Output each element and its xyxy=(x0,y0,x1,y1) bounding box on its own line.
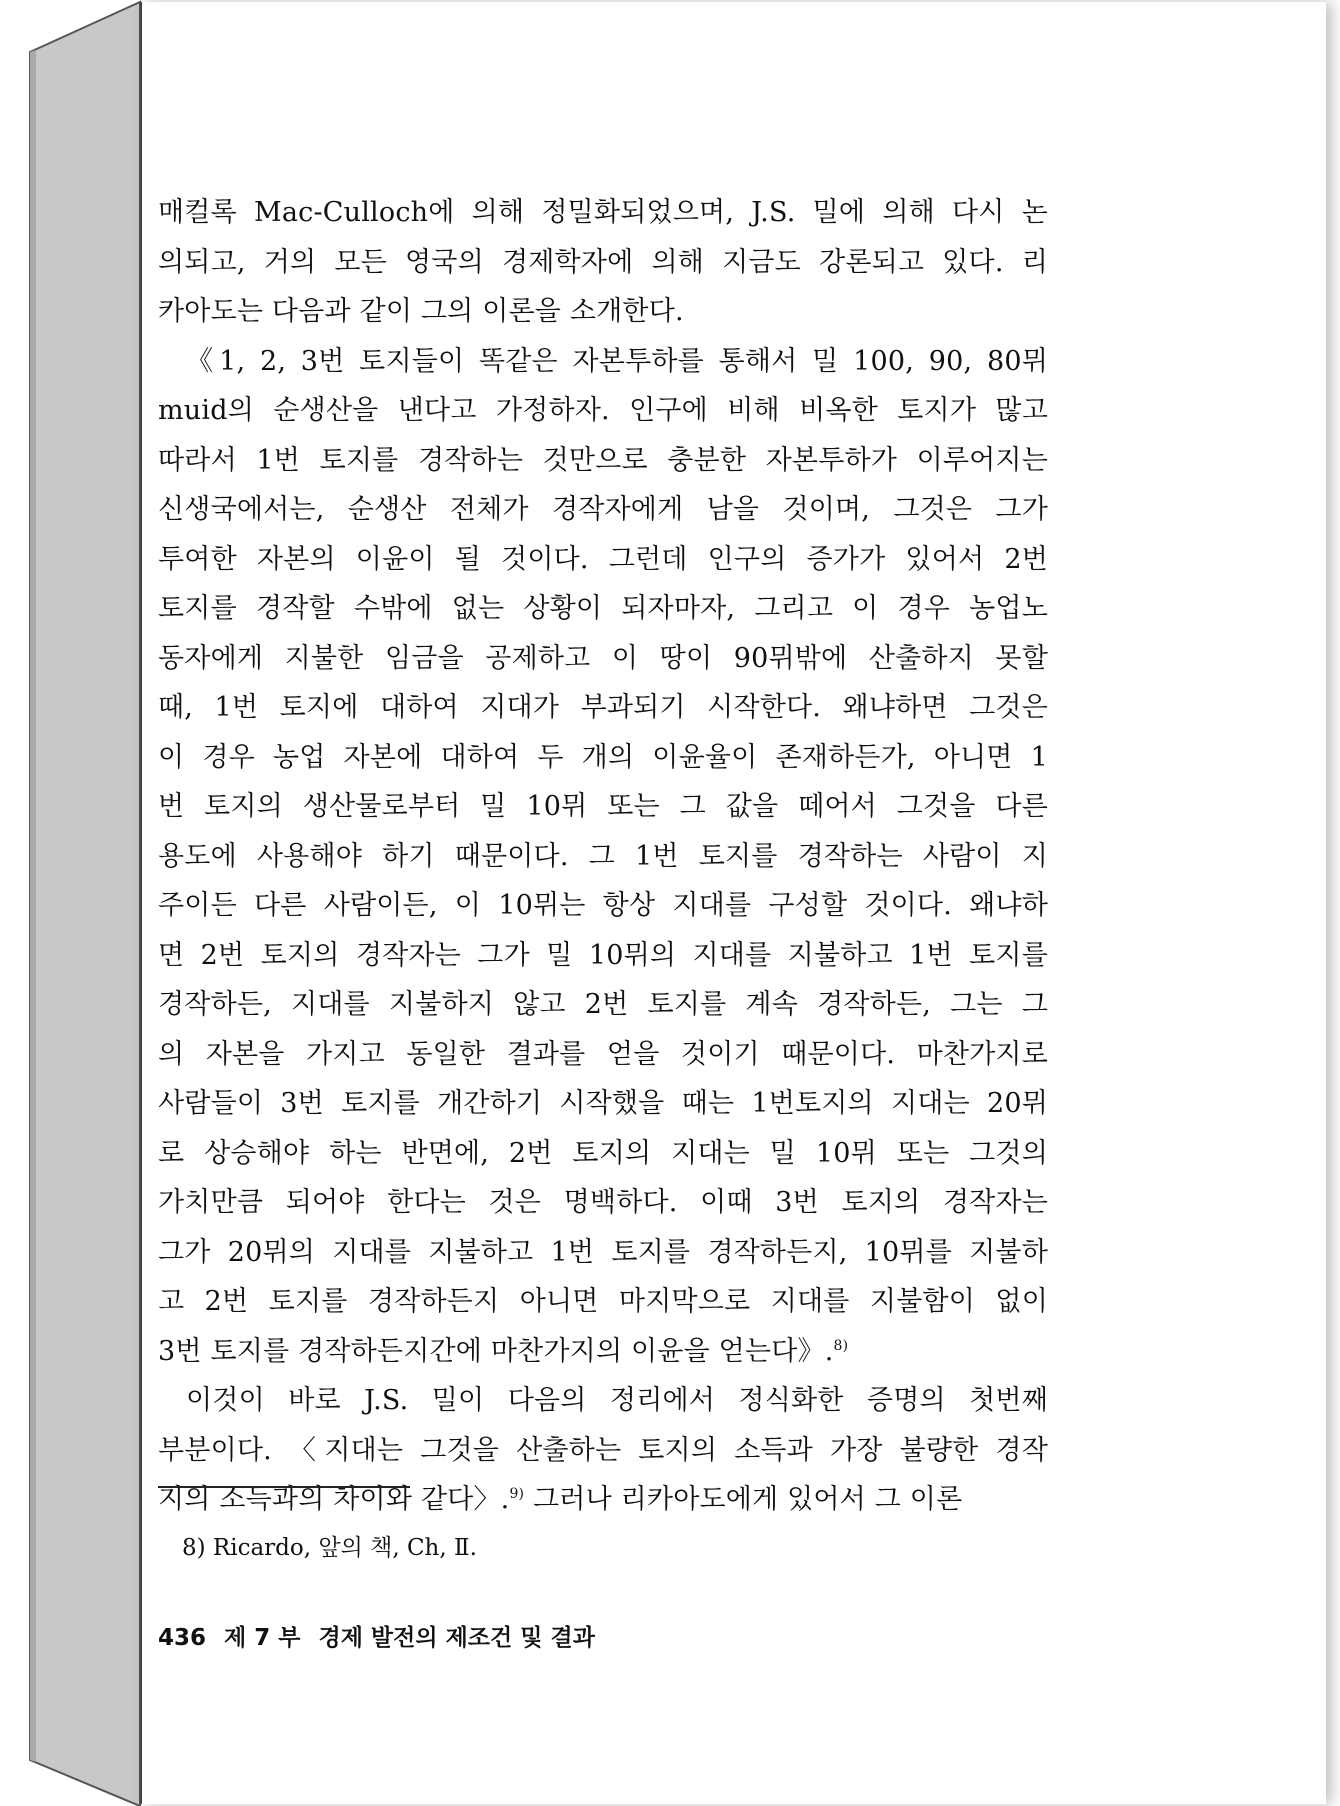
footnote-divider xyxy=(158,1486,410,1488)
part-label: 제 7 부 xyxy=(224,1625,301,1651)
body-line: 경작하든, 지대를 지불하지 않고 2번 토지를 계속 경작하든, 그는 그 xyxy=(158,989,1048,1020)
body-line: 그가 20뮈의 지대를 지불하고 1번 토지를 경작하든지, 10뮈를 지불하 xyxy=(158,1236,1048,1268)
body-line: 부분이다. 〈지대는 그것을 산출하는 토지의 소득과 가장 불량한 경작 xyxy=(158,1434,1048,1466)
body-line xyxy=(158,1475,1048,1525)
body-line-text: 지의 소득과의 차이와 같다〉. xyxy=(158,1484,510,1515)
body-line: 투여한 자본의 이윤이 될 것이다. 그런데 인구의 증가가 있어서 2번 xyxy=(158,543,1048,575)
body-text xyxy=(158,188,1048,1525)
body-line: 토지를 경작할 수밖에 없는 상황이 되자마자, 그리고 이 경우 농업노 xyxy=(158,593,1048,624)
body-line: 신생국에서는, 순생산 전체가 경작자에게 남을 것이며, 그것은 그가 xyxy=(158,494,1048,525)
body-line: 주이든 다른 사람이든, 이 10뮈는 항상 지대를 구성할 것이다. 왜냐하 xyxy=(158,890,1048,921)
body-line: 의되고, 거의 모든 영국의 경제학자에 의해 지금도 강론되고 있다. 리 xyxy=(158,246,1048,278)
body-line: 동자에게 지불한 임금을 공제하고 이 땅이 90뮈밖에 산출하지 못할 xyxy=(158,642,1048,674)
page-number: 436 xyxy=(158,1625,207,1651)
body-line: 고 2번 토지를 경작하든지 아니면 마지막으로 지대를 지불함이 없이 xyxy=(158,1286,1048,1317)
body-line: 이 경우 농업 자본에 대하여 두 개의 이윤율이 존재하든가, 아니면 1 xyxy=(158,741,1048,773)
body-line: 면 2번 토지의 경작자는 그가 밀 10뮈의 지대를 지불하고 1번 토지를 xyxy=(158,939,1048,971)
body-line: 때, 1번 토지에 대하여 지대가 부과되기 시작한다. 왜냐하면 그것은 xyxy=(158,692,1048,723)
body-line: 카아도는 다음과 같이 그의 이론을 소개한다. xyxy=(158,296,684,327)
body-line: 로 상승해야 하는 반면에, 2번 토지의 지대는 밀 10뮈 또는 그것의 xyxy=(158,1137,1048,1169)
body-line: 매컬록 Mac-Culloch에 의해 정밀화되었으며, J.S. 밀에 의해 다시 논 xyxy=(158,197,1048,228)
page-footer xyxy=(158,1620,613,1656)
body-line xyxy=(158,1327,1048,1377)
body-line: 의 자본을 가지고 동일한 결과를 얻을 것이기 때문이다. 마찬가지로 xyxy=(158,1038,1048,1070)
body-line-text: 그러나 리카아도에게 있어서 그 이론 xyxy=(524,1484,963,1515)
body-line: 가치만큼 되어야 한다는 것은 명백하다. 이때 3번 토지의 경작자는 xyxy=(158,1187,1048,1218)
body-line: 이것이 바로 J.S. 밀이 다음의 정리에서 정식화한 증명의 첫번째 xyxy=(186,1385,1048,1416)
body-line: 용도에 사용해야 하기 때문이다. 그 1번 토지를 경작하는 사람이 지 xyxy=(158,840,1048,872)
body-line: 사람들이 3번 토지를 개간하기 시작했을 때는 1번토지의 지대는 20뮈 xyxy=(158,1088,1048,1119)
body-line: 번 토지의 생산물로부터 밀 10뮈 또는 그 값을 떼어서 그것을 다른 xyxy=(158,791,1048,822)
book-spine-edge xyxy=(0,0,150,1806)
footnote-marker: 8) xyxy=(833,1337,849,1354)
body-line: muid의 순생산을 낸다고 가정하자. 인구에 비해 비옥한 토지가 많고 xyxy=(158,395,1048,426)
body-line-text: 3번 토지를 경작하든지간에 마찬가지의 이윤을 얻는다》. xyxy=(158,1335,834,1367)
footnote-8: 8) Ricardo, 앞의 책, Ch, Ⅱ. xyxy=(182,1535,477,1561)
running-title: 경제 발전의 제조건 및 결과 xyxy=(318,1625,595,1651)
footnote-marker: 9) xyxy=(509,1486,525,1502)
body-line: 따라서 1번 토지를 경작하는 것만으로 충분한 자본투하가 이루어지는 xyxy=(158,444,1048,476)
body-line: 《1, 2, 3번 토지들이 똑같은 자본투하를 통해서 밀 100, 90, 80뮈 xyxy=(186,345,1048,377)
